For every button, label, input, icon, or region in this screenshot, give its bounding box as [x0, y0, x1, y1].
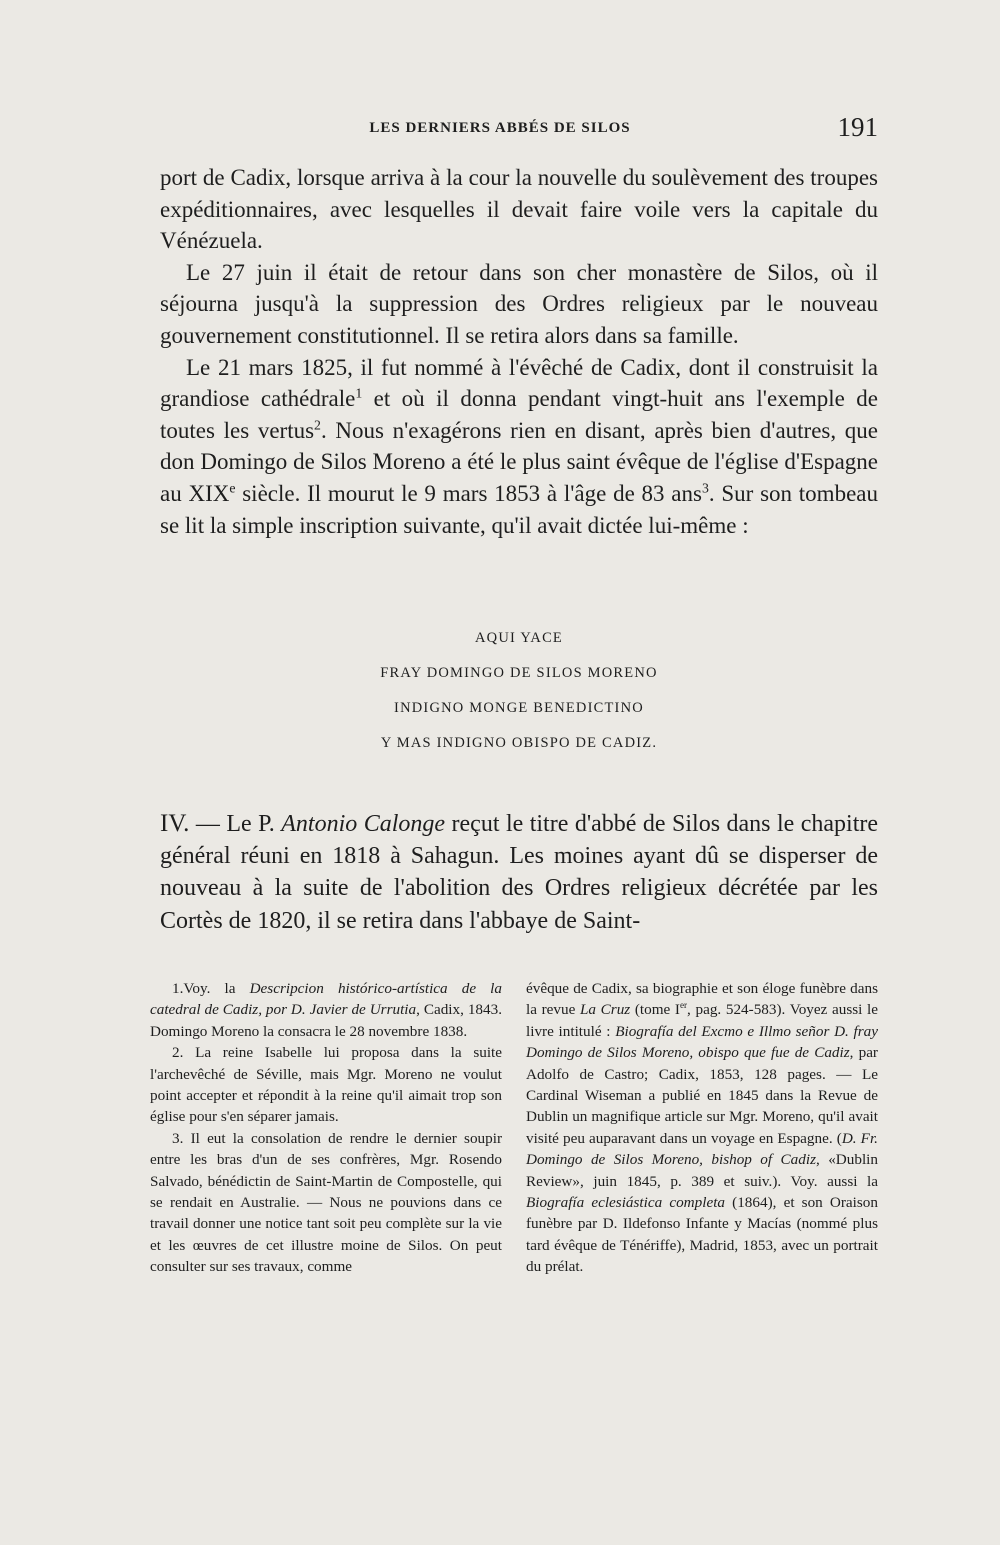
text-run: (tome I — [630, 1001, 680, 1019]
footnote-number: 2. — [172, 1044, 184, 1062]
page-number: 191 — [837, 112, 878, 142]
abbot-name: Antonio Calonge — [281, 811, 446, 837]
article-title: D. Fr. Domingo de Silos Moreno, bishop of Cadiz — [526, 1129, 878, 1169]
text-run: Le 21 mars 1825, il fut nommé à l'évêché de Cadix, dont il construisit la grandiose cathédrale — [160, 354, 878, 412]
text-run: . Sur son tombeau se lit la simple inscription suivante, qu'il avait dictée lui-même : — [160, 480, 878, 538]
paragraph-2: Le 27 juin il était de retour dans son cher monastère de Silos, où il séjourna jusqu'à la suppression des Ordres religieux par le nouveau gouvernement constitutionnel. Il se retira alors dans sa famille. — [160, 259, 878, 348]
footnotes-right-column — [526, 978, 878, 1278]
footnote-ref-3[interactable]: 3 — [701, 480, 709, 496]
footnote-ref-1[interactable]: 1 — [355, 385, 363, 401]
text-run: Il eut la consolation de rendre le dernier soupir entre les bras d'un de ses confrères, Mgr. Rosendo Salvado, bénédictin de Saint-Martin de Compostelle, qui se rendait en Australie. — Nous ne pouvions dans ce travail donner une notice tant soit peu complète sur la vie et les œuvres de cet illustre moine de Silos. On peut consulter sur ses travaux, comme — [150, 1129, 502, 1276]
tomb-inscription — [160, 624, 878, 764]
text-run: (1864), et son Oraison funèbre par D. Ildefonso Infante y Macías (nommé plus tard évêque de Ténériffe), Madrid, 1853, avec un portrait du prélat. — [526, 1194, 878, 1276]
text-run: . Nous n'exagérons rien en disant, après bien d'autres, que don Domingo de Silos Moreno a été le plus saint évêque de l'église d'Espagne au XIX — [160, 417, 878, 506]
book-title: Biografía eclesiástica completa — [526, 1194, 726, 1212]
text-run: Voy. la — [183, 980, 250, 997]
review-title: La Cruz — [579, 1001, 631, 1019]
text-run: et où il donna pendant vingt-huit ans l'exemple de toutes les vertus — [160, 386, 878, 443]
footnotes — [150, 978, 878, 1278]
inscription-line: Y MAS INDIGNO OBISPO DE CADIZ. — [380, 735, 658, 751]
inscription-line: INDIGNO MONGE BENEDICTINO — [394, 700, 644, 716]
text-run: , Cadix, 1843. Domingo Moreno la consacra le 28 novembre 1838. — [150, 1001, 502, 1040]
paragraph-3 — [160, 352, 878, 542]
footnote-ref-2[interactable]: 2 — [314, 417, 321, 433]
section-paragraph — [160, 808, 878, 937]
century-superscript: e — [229, 480, 236, 496]
text-run: — Le P. — [189, 811, 282, 837]
paragraph-1: port de Cadix, lorsque arriva à la cour la nouvelle du soulèvement des troupes expéditionnaires, avec lesquelles il devait faire voile vers la capitale du Vénézuela. — [160, 165, 878, 254]
footnote-number: 1. — [172, 980, 184, 997]
running-title: LES DERNIERS ABBÉS DE SILOS — [369, 120, 631, 136]
footnote-2 — [150, 1042, 502, 1128]
section-numeral: IV. — [160, 810, 190, 837]
inscription-line: FRAY DOMINGO DE SILOS MORENO — [380, 665, 658, 681]
footnotes-left-column — [150, 978, 502, 1278]
main-text — [160, 162, 878, 541]
footnote-3-continued — [526, 978, 878, 1278]
ordinal-superscript: er — [679, 1000, 688, 1011]
section-iv — [160, 808, 878, 937]
text-run: , pag. 524-583). Voyez aussi le livre intitulé : — [526, 1001, 878, 1040]
text-run: , «Dublin Review», juin 1845, p. 389 et suiv.). Voy. aussi la — [526, 1151, 878, 1190]
text-run: évêque de Cadix, sa biographie et son éloge funèbre dans la revue — [526, 980, 878, 1019]
book-title: Descripcion histórico-artística de la catedral de Cadiz, por D. Javier de Urrutia — [150, 980, 502, 1019]
text-run: siècle. Il mourut le 9 mars 1853 à l'âge de 83 ans — [235, 480, 702, 506]
text-run: La reine Isabelle lui proposa dans la suite l'archevêché de Séville, mais Mgr. Moreno ne voulut point accepter et répondit à la reine qu'il aimait trop son église pour s'en séparer jamais. — [150, 1044, 503, 1126]
footnote-number: 3. — [172, 1129, 184, 1147]
text-run: , par Adolfo de Castro; Cadix, 1853, 128 pages. — Le Cardinal Wiseman a publié en 1845 dans la Revue de Dublin un magnifique article sur Mgr. Moreno, qu'il avait visité peu auparavant dans un voyage en Espagne. ( — [526, 1044, 878, 1147]
inscription-line: AQUI YACE — [475, 630, 563, 646]
running-head — [160, 112, 878, 152]
text-run: reçut le titre d'abbé de Silos dans le chapitre général réuni en 1818 à Sahagun. Les moines ayant dû se disperser de nouveau à la suite de l'abolition des Ordres religieux décrétée par les Cortès de 1820, il se retira dans l'abbaye de Saint- — [160, 811, 879, 934]
book-title: Biografía del Excmo e Illmo señor D. fray Domingo de Silos Moreno, obispo que fue de Cadiz — [526, 1022, 879, 1062]
footnote-1 — [150, 978, 502, 1042]
footnote-3 — [150, 1128, 502, 1278]
